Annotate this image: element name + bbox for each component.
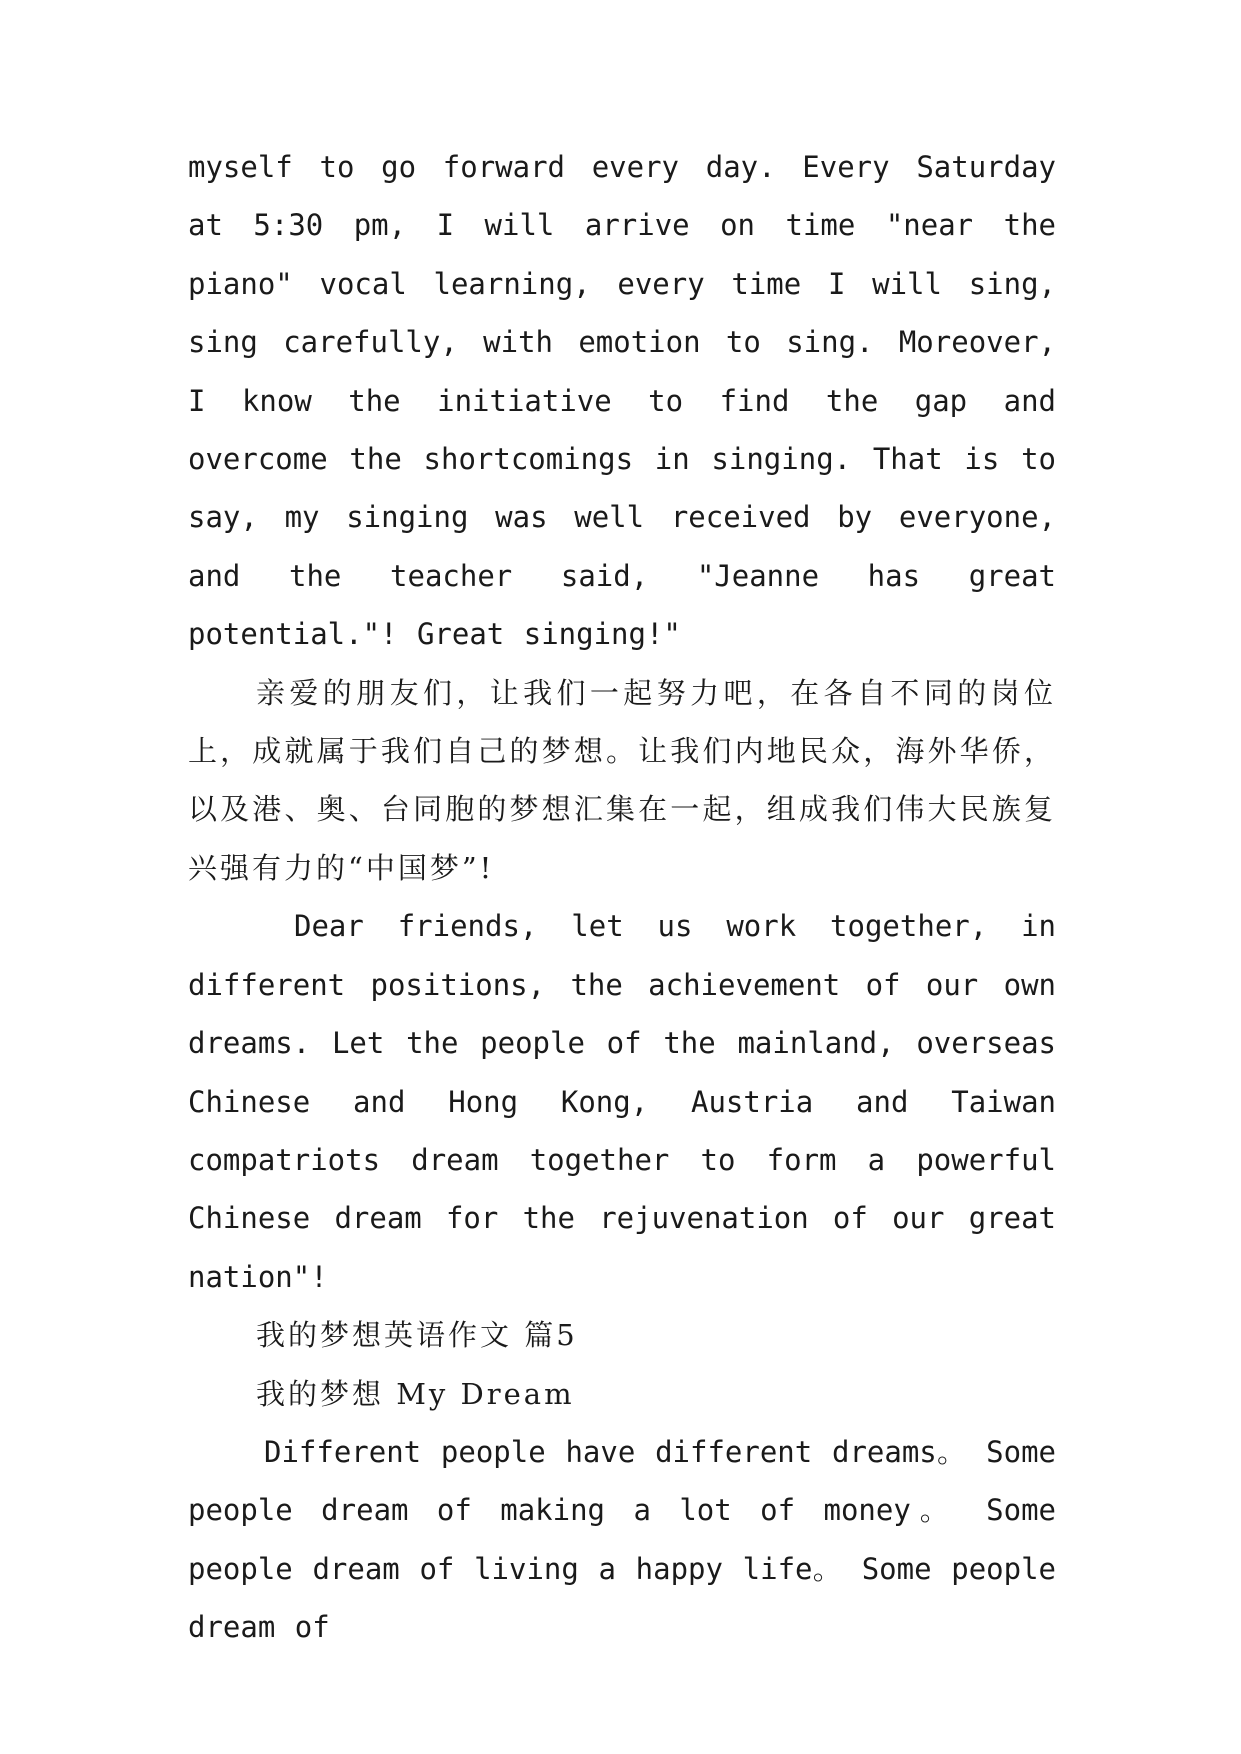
paragraph-chinese-dream-zh: 亲爱的朋友们，让我们一起努力吧，在各自不同的岗位上，成就属于我们自己的梦想。让我们内地民众，海外华侨，以及港、奥、台同胞的梦想汇集在一起，组成我们伟大民族复兴强有力的“中国梦”! — [188, 675, 1056, 885]
essay-heading: 我的梦想英语作文 篇5 — [256, 1318, 578, 1353]
document-body — [188, 138, 1056, 1657]
paragraph-different-dreams: Different people have different dreams。 Some people dream of making a lot of money。 Some people dream of living a happy life。 Some people dream of — [188, 1434, 1056, 1645]
paragraph-chinese-dream-en: Dear friends, let us work together, in different positions, the achievement of our own dreams. Let the people of the mainland, overseas Chinese and Hong Kong, Austria and Taiwan compatriots dream together to form a powerful Chinese dream for the rejuvenation of our great nation"! — [188, 909, 1056, 1294]
essay-title: 我的梦想 My Dream — [256, 1376, 575, 1411]
paragraph-singing: myself to go forward every day. Every Saturday at 5:30 pm, I will arrive on time "near the piano" vocal learning, every time I will sing, sing carefully, with emotion to sing. Moreover, I know the initiative to find the gap and overcome the shortcomings in singing. That is to say, my singing was well received by everyone, and the teacher said, "Jeanne has great potential."! Great singing!" — [188, 150, 1056, 652]
